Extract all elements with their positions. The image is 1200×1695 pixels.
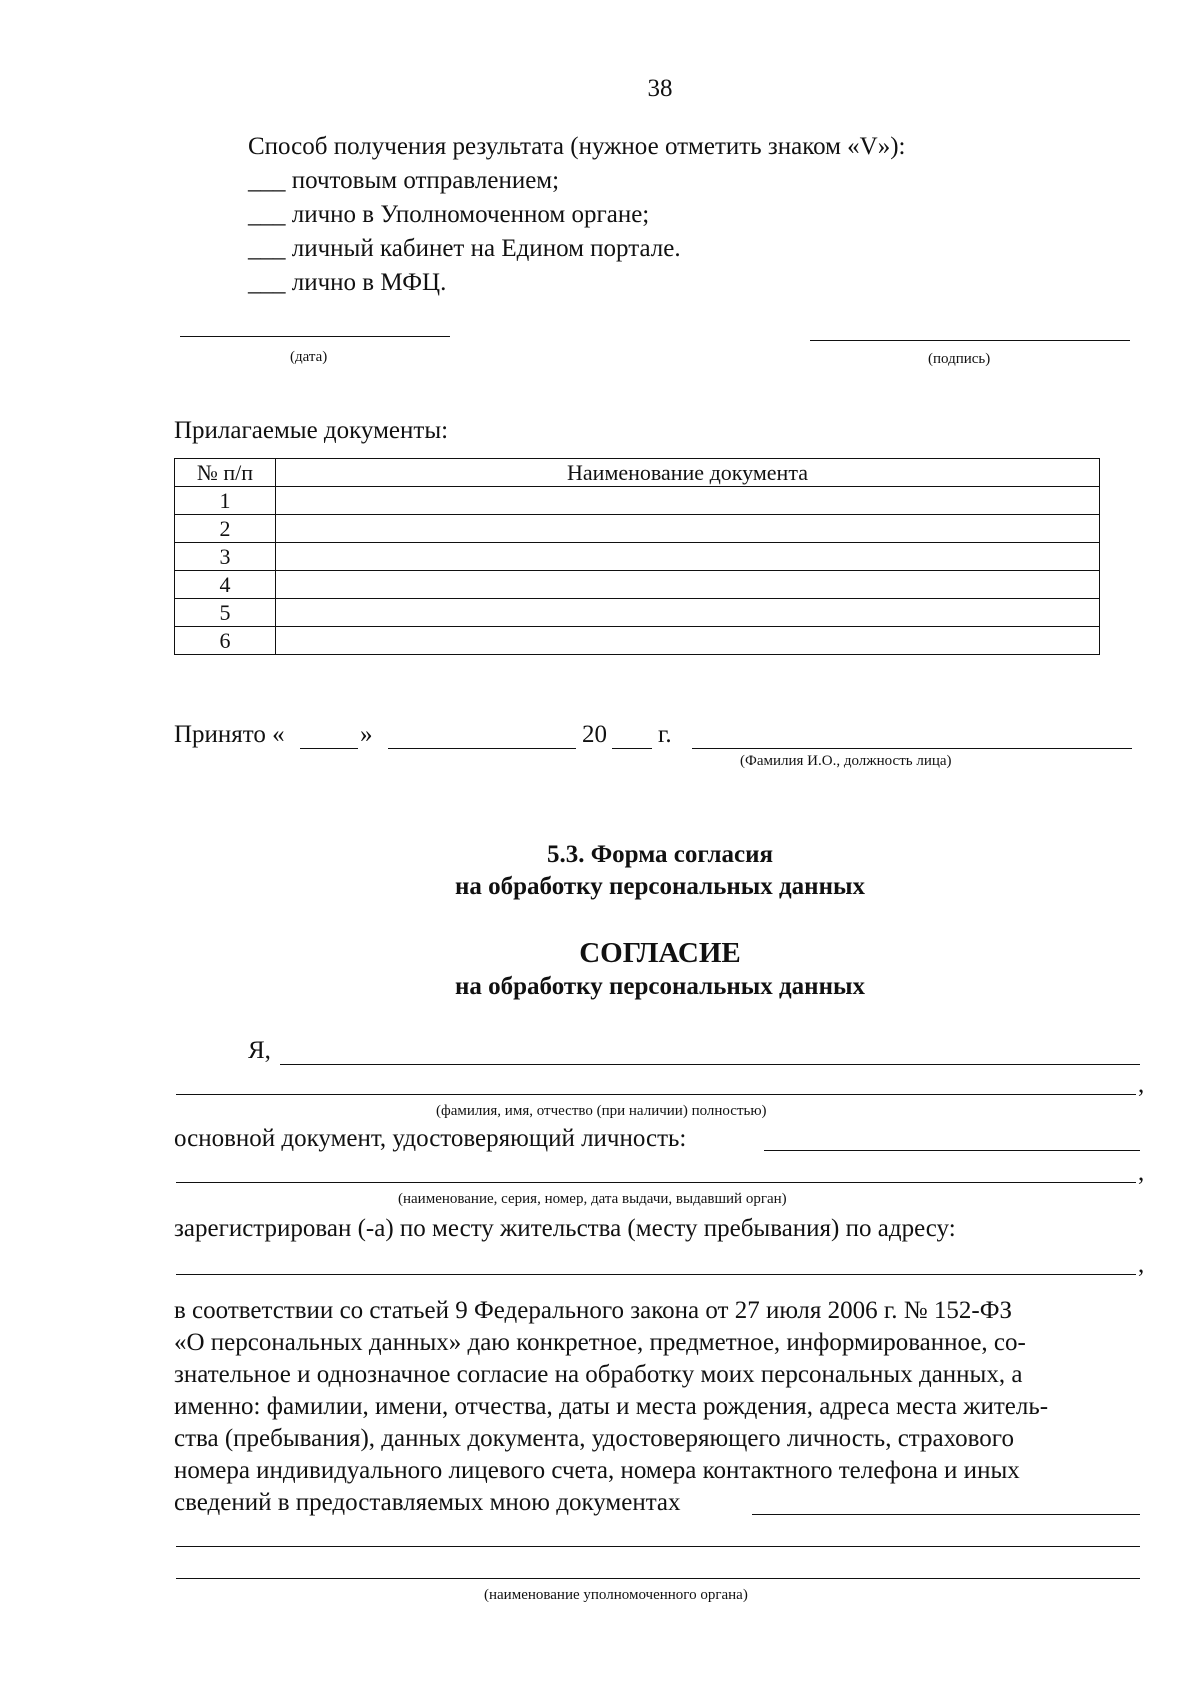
option-label: лично в Уполномоченном органе; <box>291 201 650 228</box>
column-header-name: Наименование документа <box>276 459 1100 487</box>
option-label: личный кабинет на Едином портале. <box>291 235 681 262</box>
accepted-year-suffix: г. <box>658 721 672 748</box>
consent-title: СОГЛАСИЕ <box>579 937 741 969</box>
fio-line-2[interactable] <box>176 1094 1136 1095</box>
organ-line-1[interactable] <box>176 1546 1140 1547</box>
date-line[interactable] <box>180 336 450 337</box>
accepted-day-line[interactable] <box>300 748 358 749</box>
column-header-number: № п/п <box>175 459 276 487</box>
consent-subtitle: на обработку персональных данных <box>455 973 865 1000</box>
table-header-row <box>175 459 1100 487</box>
accepted-prefix: Принято « <box>174 721 285 748</box>
address-label: зарегистрирован (-а) по месту жительства (месту пребывания) по адресу: <box>174 1215 956 1242</box>
attachments-table <box>174 458 1100 655</box>
row-name-cell[interactable] <box>276 515 1100 543</box>
body-line: ства (пребывания), данных документа, удостоверяющего личность, страхового <box>174 1425 1014 1452</box>
section-title-line1: 5.3. Форма согласия <box>546 841 774 868</box>
signature-line[interactable] <box>810 340 1130 341</box>
accepted-close-quote: » <box>360 721 373 748</box>
option-label: почтовым отправлением; <box>291 167 560 194</box>
table-row <box>175 515 1100 543</box>
row-name-cell[interactable] <box>276 627 1100 655</box>
accepted-year-prefix: 20 <box>582 721 607 748</box>
body-line-last: сведений в предоставляемых мною документах <box>174 1489 681 1516</box>
attachments-heading: Прилагаемые документы: <box>174 417 449 444</box>
body-line: «О персональных данных» даю конкретное, предметное, информированное, со- <box>174 1329 1026 1356</box>
receipt-heading: Способ получения результата (нужное отметить знаком «V»): <box>248 133 906 160</box>
comma: , <box>1138 1251 1145 1278</box>
accepted-caption: (Фамилия И.О., должность лица) <box>740 753 952 769</box>
row-number: 1 <box>175 487 276 515</box>
fio-caption: (фамилия, имя, отчество (при наличии) полностью) <box>436 1103 767 1119</box>
option-blank: ___ <box>248 269 286 296</box>
row-name-cell[interactable] <box>276 543 1100 571</box>
comma: , <box>1138 1159 1145 1186</box>
doc-caption: (наименование, серия, номер, дата выдачи, выдавший орган) <box>398 1191 787 1207</box>
fio-line-1[interactable] <box>280 1064 1140 1065</box>
table-row <box>175 543 1100 571</box>
body-line: именно: фамилии, имени, отчества, даты и места рождения, адреса места житель- <box>174 1393 1049 1420</box>
row-name-cell[interactable] <box>276 571 1100 599</box>
row-name-cell[interactable] <box>276 599 1100 627</box>
doc-line-1[interactable] <box>764 1150 1140 1151</box>
row-number: 5 <box>175 599 276 627</box>
row-number: 6 <box>175 627 276 655</box>
receipt-option[interactable] <box>248 268 446 298</box>
table-row <box>175 599 1100 627</box>
option-blank: ___ <box>248 167 286 194</box>
date-caption: (дата) <box>290 349 328 365</box>
receipt-option[interactable] <box>248 200 649 230</box>
accepted-month-line[interactable] <box>388 748 576 749</box>
documents-line[interactable] <box>752 1514 1140 1515</box>
table-row <box>175 627 1100 655</box>
option-blank: ___ <box>248 235 286 262</box>
row-number: 3 <box>175 543 276 571</box>
accepted-year-line[interactable] <box>612 748 652 749</box>
receipt-option[interactable] <box>248 166 559 196</box>
row-number: 2 <box>175 515 276 543</box>
table-row <box>175 487 1100 515</box>
body-line: знательное и однозначное согласие на обработку моих персональных данных, а <box>174 1361 1023 1388</box>
option-blank: ___ <box>248 201 286 228</box>
address-line[interactable] <box>176 1274 1136 1275</box>
i-label: Я, <box>248 1037 271 1064</box>
body-line: в соответствии со статьей 9 Федерального закона от 27 июля 2006 г. № 152-ФЗ <box>174 1297 1012 1324</box>
doc-label: основной документ, удостоверяющий личность: <box>174 1125 687 1152</box>
option-label: лично в МФЦ. <box>291 269 447 296</box>
organ-caption: (наименование уполномоченного органа) <box>484 1587 748 1603</box>
comma: , <box>1138 1071 1145 1098</box>
table-row <box>175 571 1100 599</box>
organ-line-2[interactable] <box>176 1578 1140 1579</box>
accepted-person-line[interactable] <box>692 748 1132 749</box>
signature-caption: (подпись) <box>928 351 991 367</box>
doc-line-2[interactable] <box>176 1182 1136 1183</box>
row-name-cell[interactable] <box>276 487 1100 515</box>
body-line: номера индивидуального лицевого счета, номера контактного телефона и иных <box>174 1457 1020 1484</box>
page-number: 38 <box>647 75 673 102</box>
section-title-line2: на обработку персональных данных <box>455 873 865 900</box>
row-number: 4 <box>175 571 276 599</box>
receipt-option[interactable] <box>248 234 681 264</box>
